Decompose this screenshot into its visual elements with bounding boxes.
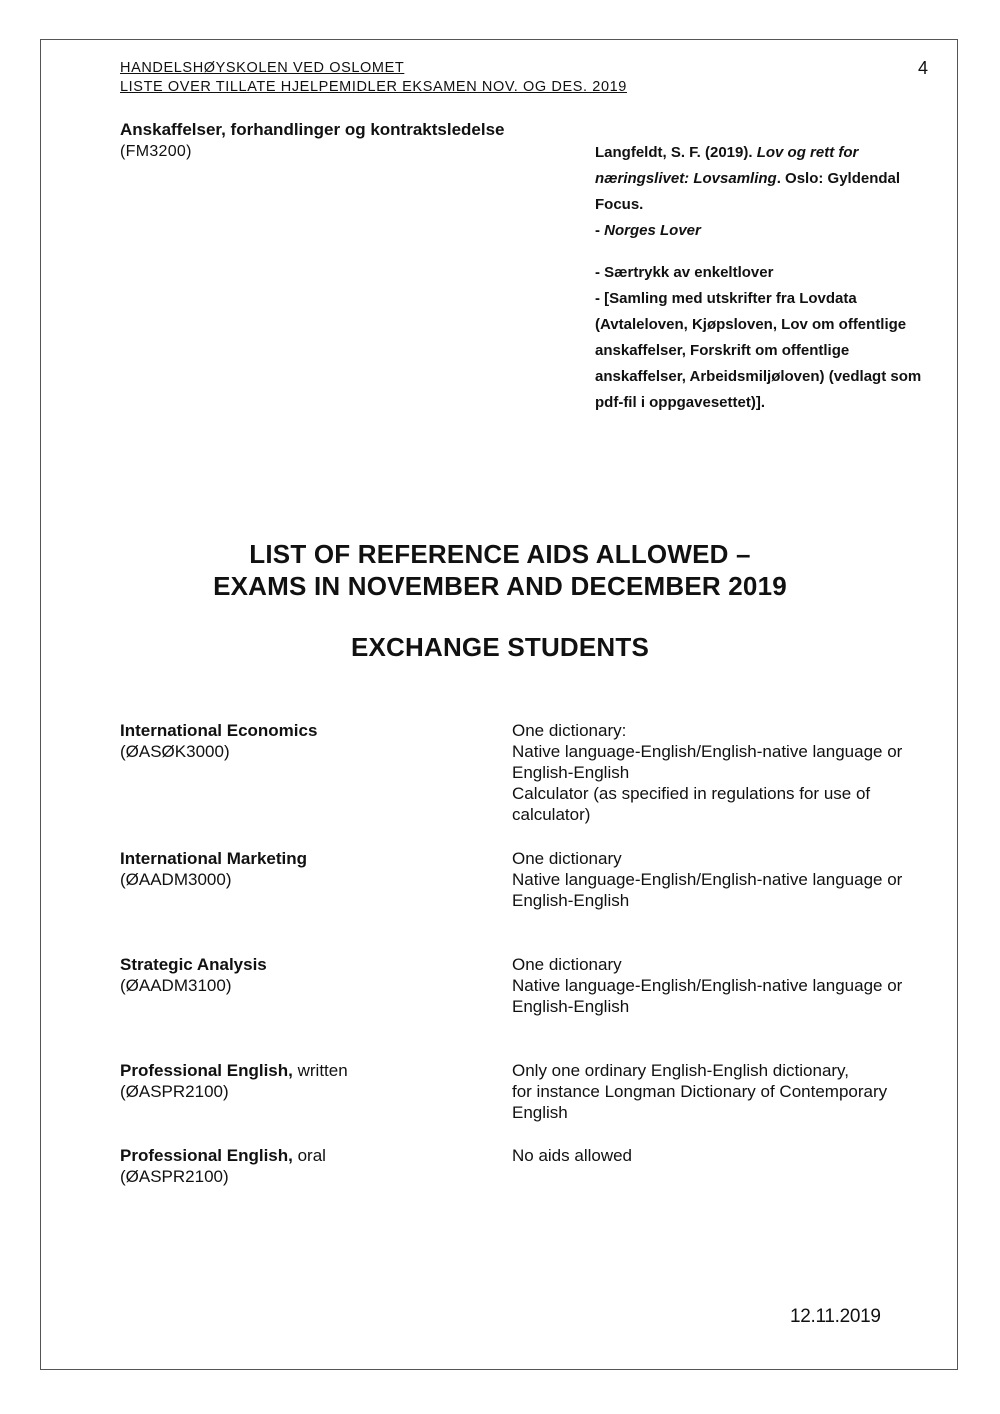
subtitle-exchange-students: EXCHANGE STUDENTS [350,632,650,662]
course-left-international-economics [120,720,317,762]
main-title [0,538,1000,602]
reference-citation [595,140,940,244]
aids-text: Only one ordinary English-English dictionary, for instance Longman Dictionary of Contemporary English [512,1061,888,1122]
page-number: 4 [918,58,929,78]
course-code: (ØASØK3000) [120,742,230,761]
course-suffix: written [292,1061,348,1080]
course-aids-international-economics [512,720,932,825]
course-code: (ØAADM3000) [120,870,232,889]
course-code: (ØASPR2100) [120,1082,229,1101]
norwegian-course-title: Anskaffelser, forhandlinger og kontraktsledelse [120,120,505,139]
reference-item-saertrykk: - Særtrykk av enkeltlover [595,264,774,281]
course-left-international-marketing [120,848,307,890]
course-left-strategic-analysis [120,954,267,996]
header-institution: HANDELSHØYSKOLEN VED OSLOMET [120,60,405,76]
course-suffix: oral [292,1146,326,1165]
reference-item-samling: - [Samling med utskrifter fra Lovdata (Avtaleloven, Kjøpsloven, Lov om offentlige anskaffelser, Forskrift om offentlige anskaffelser, Arbeidsmiljøloven) (vedlagt som pdf-fil i oppgavesettet)]. [595,290,922,411]
course-name: International Marketing [120,849,308,868]
course-left-professional-english-oral [120,1145,326,1187]
reference-title: Lov og rett for næringslivet: Lovsamling [595,144,859,187]
reference-publisher: . Oslo: Gyldendal Focus. [595,170,901,213]
aids-text: One dictionary Native language-English/English-native language or English-English [512,955,903,1016]
course-code: (ØASPR2100) [120,1167,229,1186]
course-left-professional-english-written [120,1060,348,1102]
course-name: Strategic Analysis [120,955,267,974]
reference-list [595,260,940,416]
aids-text: One dictionary Native language-English/English-native language or English-English [512,849,903,910]
main-title-line2: EXAMS IN NOVEMBER AND DECEMBER 2019 [213,571,787,601]
reference-norges-prefix: - [595,222,605,239]
course-aids-strategic-analysis [512,954,932,1017]
norwegian-course-code: (FM3200) [120,143,192,160]
course-aids-professional-english-oral [512,1145,932,1166]
course-name: Professional English, [120,1061,293,1080]
course-name: Professional English, [120,1146,293,1165]
reference-norges-lover: Norges Lover [604,222,701,239]
aids-text: One dictionary: Native language-English/English-native language or English-English Calculator (as specified in regulations for use of calculator) [512,721,903,824]
document-date: 12.11.2019 [790,1306,881,1327]
course-name: International Economics [120,721,318,740]
course-code: (ØAADM3100) [120,976,232,995]
course-aids-professional-english-written [512,1060,932,1123]
reference-author: Langfeldt, S. F. (2019). [595,144,757,161]
header-document-title: LISTE OVER TILLATE HJELPEMIDLER EKSAMEN NOV. OG DES. 2019 [120,79,627,95]
aids-text: No aids allowed [512,1146,633,1165]
main-title-line1: LIST OF REFERENCE AIDS ALLOWED – [249,539,751,569]
course-aids-international-marketing [512,848,932,911]
